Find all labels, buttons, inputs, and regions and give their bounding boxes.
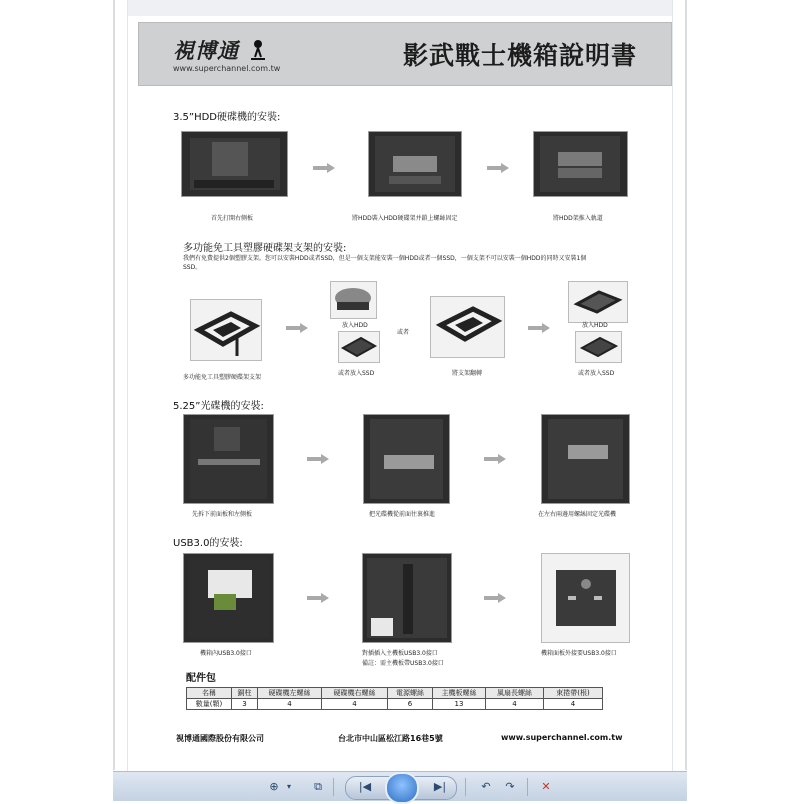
footer-website: www.superchannel.com.tw: [501, 733, 623, 742]
viewer-border-right: [685, 0, 687, 770]
usb-caption-note: 備註：需主機板帶USB3.0接口: [362, 660, 444, 667]
tray-ssd-photo: [338, 331, 380, 363]
odd-step1-photo: [183, 414, 274, 504]
table-header-cell: 主機板螺絲: [433, 688, 486, 699]
odd-step3-photo: [541, 414, 630, 504]
rotate-right-icon[interactable]: ↷: [505, 780, 515, 793]
viewer-toolbar: [113, 771, 687, 801]
table-header-cell: 束捲帶(根): [544, 688, 603, 699]
company-logo-text: 視博通: [173, 38, 239, 63]
tray-section-note: 我們有免費提供2個塑膠支架。您可以安裝HDD或者SSD，但是一個支架能安裝一個HDD或者一個SSD，一個支架不可以安裝一個HDD的同時又安裝1個SSD。: [183, 255, 587, 271]
tray-ssd-photo-2: [575, 331, 622, 363]
hdd-caption-2: 將HDD裝入HDD硬碟架并鎖上螺絲固定: [352, 215, 458, 222]
tray-photo: [190, 299, 262, 361]
table-cell: 13: [433, 699, 486, 710]
table-cell: 4: [322, 699, 388, 710]
table-row-label: 數量(顆): [187, 699, 232, 710]
tray-caption-ssd-1: 或者放入SSD: [338, 370, 375, 377]
logo-figure-icon: [249, 39, 267, 61]
accessories-heading: 配件包: [186, 673, 216, 684]
fit-page-icon[interactable]: ⧉: [314, 780, 322, 793]
footer-address: 台北市中山區松江路16巷5號: [338, 734, 443, 743]
tray-label-or: 或者: [397, 329, 410, 336]
table-header-row: [187, 688, 603, 699]
table-header-cell: 硬碟機左螺絲: [258, 688, 322, 699]
tray-hdd-photo: [330, 281, 377, 319]
odd-caption-2: 把光碟機從前面往裏推進: [369, 511, 436, 518]
table-cell: 6: [388, 699, 433, 710]
table-cell: 4: [258, 699, 322, 710]
tray-label-hdd-1: 放入HDD: [342, 322, 368, 329]
usb-step3-photo: [541, 553, 630, 643]
usb-caption-3: 機箱面板外接要USB3.0接口: [541, 650, 617, 657]
zoom-dropdown-chevron-icon[interactable]: ▾: [286, 782, 291, 791]
toolbar-divider: [465, 778, 466, 796]
tray-caption-main: 多功能免工具塑膠硬碟架支架: [183, 374, 262, 381]
odd-caption-3: 在左右兩邊用螺絲固定光碟機: [538, 511, 617, 518]
tray-hdd-photo-2: [568, 281, 628, 323]
tray-section-heading: 多功能免工具塑膠硬碟架支架的安裝:: [183, 243, 347, 254]
usb-caption-2: 對插插入主機板USB3.0接口: [362, 650, 438, 657]
previous-page-icon[interactable]: |◀: [358, 780, 372, 793]
document-title: 影武戰士機箱說明書: [402, 41, 637, 70]
odd-caption-1: 先拆下前面板和左側板: [192, 511, 253, 518]
zoom-in-icon[interactable]: ⊕: [269, 780, 279, 793]
usb-section-heading: USB3.0的安裝:: [173, 538, 243, 549]
hdd-section-heading: 3.5”HDD硬碟機的安裝:: [173, 112, 281, 123]
accessories-table: [186, 687, 603, 710]
tray-caption-flip: 將支架翻轉: [452, 370, 483, 377]
odd-step2-photo: [363, 414, 450, 504]
hdd-step1-photo: [181, 131, 288, 197]
table-cell: 3: [232, 699, 258, 710]
table-row: [187, 699, 603, 710]
table-cell: 4: [486, 699, 544, 710]
usb-caption-1: 機箱內USB3.0接口: [200, 650, 252, 657]
table-header-cell: 硬碟機右螺絲: [322, 688, 388, 699]
hdd-step3-photo: [533, 131, 628, 197]
table-header-cell: 銅柱: [232, 688, 258, 699]
slideshow-icon[interactable]: [385, 772, 419, 804]
next-page-icon[interactable]: ▶|: [433, 780, 447, 793]
tray-caption-ssd-2: 或者放入SSD: [578, 370, 615, 377]
tray-label-hdd-2: 放入HDD: [582, 322, 608, 329]
toolbar-divider: [333, 778, 334, 796]
toolbar-divider: [527, 778, 528, 796]
rotate-left-icon[interactable]: ↶: [481, 780, 491, 793]
table-header-cell: 風扇長螺絲: [486, 688, 544, 699]
footer-company: 視博通國際股份有限公司: [176, 734, 264, 743]
viewer-border-left: [113, 0, 115, 770]
hdd-caption-1: 首先打開右側板: [211, 215, 254, 222]
tray-flipped-photo: [430, 296, 505, 358]
usb-step2-photo: [362, 553, 452, 643]
page-top-band: [128, 0, 672, 16]
hdd-step2-photo: [368, 131, 462, 197]
table-header-cell: 電源螺絲: [388, 688, 433, 699]
odd-section-heading: 5.25”光碟機的安裝:: [173, 401, 264, 412]
document-header: [138, 22, 672, 86]
delete-icon[interactable]: ✕: [541, 780, 551, 793]
company-url: www.superchannel.com.tw: [173, 64, 281, 73]
usb-step1-photo: [183, 553, 274, 643]
table-header-cell: 名稱: [187, 688, 232, 699]
table-cell: 4: [544, 699, 603, 710]
hdd-caption-3: 將HDD架推入軌道: [553, 215, 603, 222]
